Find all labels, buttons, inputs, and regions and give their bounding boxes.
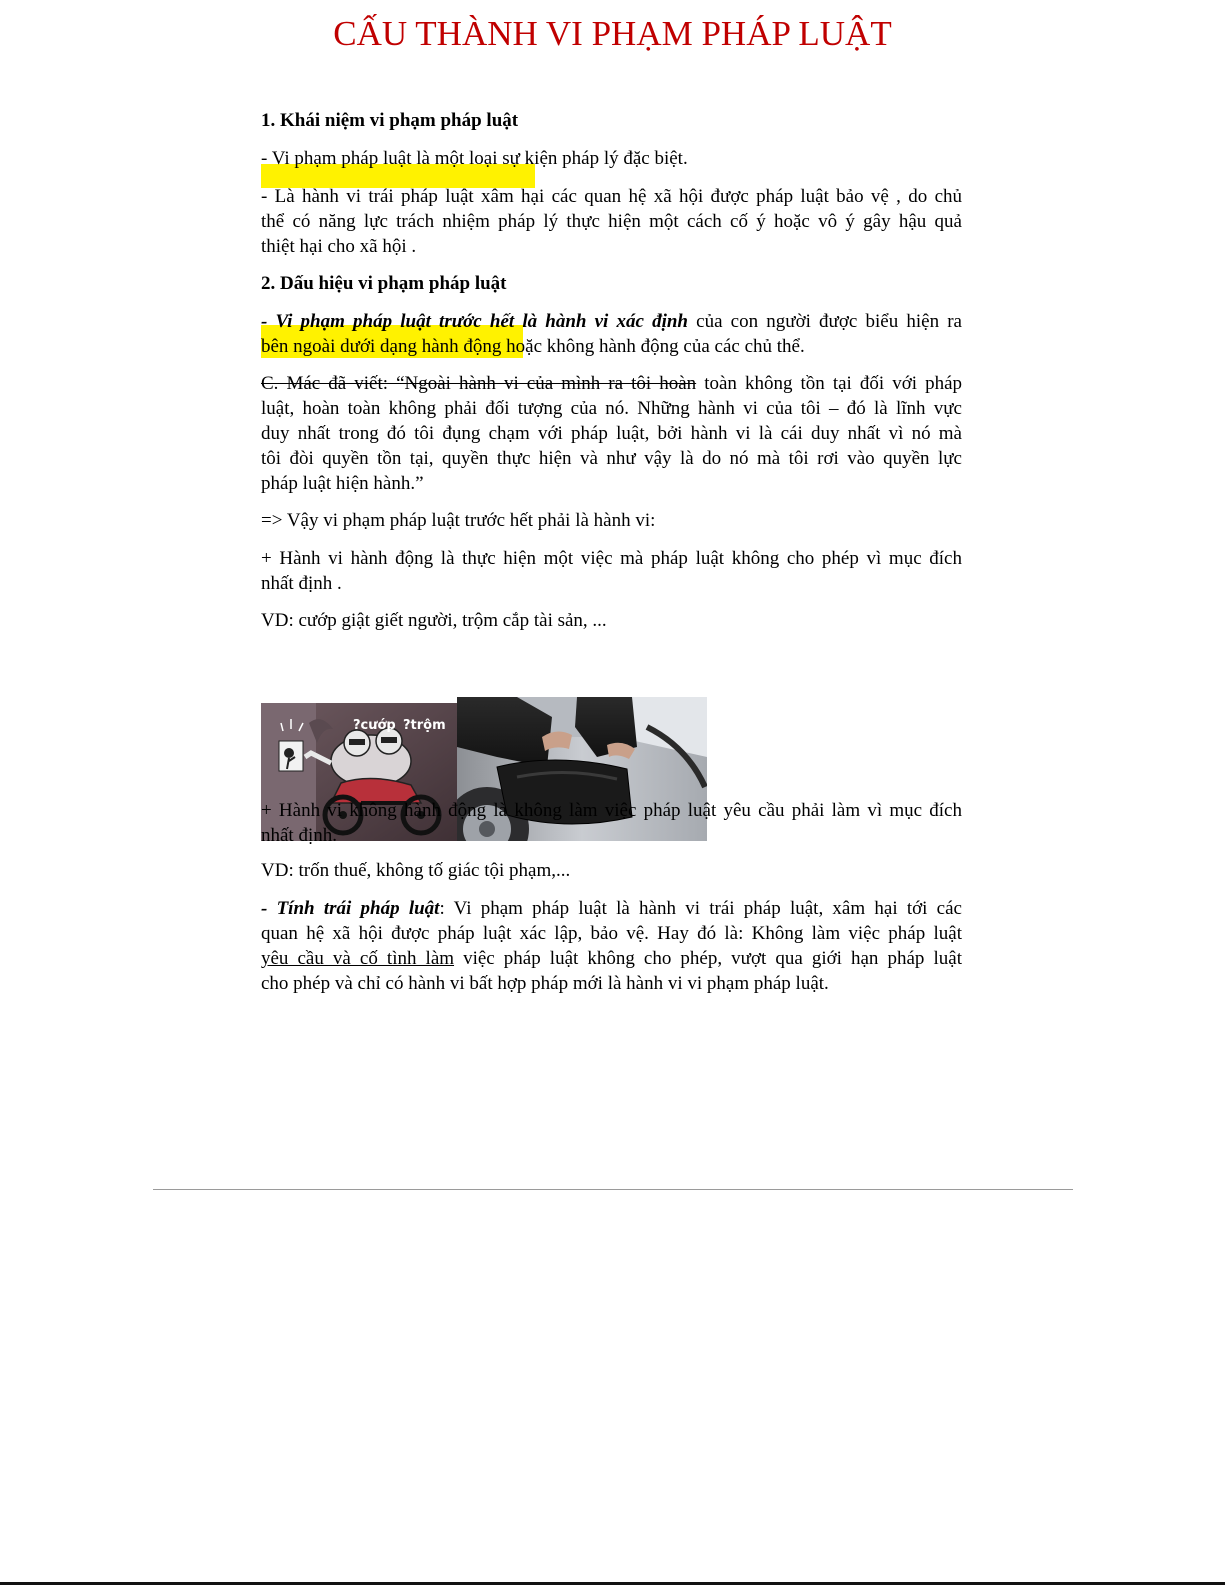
paragraph-line: nhất định. bbox=[261, 825, 337, 846]
text-run: việc pháp luật không cho phép, vượt qua giới hạn pháp luật bbox=[454, 948, 962, 969]
inaction-paragraph bbox=[261, 798, 962, 848]
bold-italic-phrase: - Tính trái pháp luật bbox=[261, 898, 440, 919]
paragraph bbox=[261, 309, 962, 359]
paragraph-line: + Hành vi không hành động là không làm việc pháp luật yêu cầu phải làm vì mục đích bbox=[261, 800, 962, 821]
paragraph-line: thiệt hại cho xã hội . bbox=[261, 236, 417, 257]
paragraph-line: => Vậy vi phạm pháp luật trước hết phải là hành vi: bbox=[261, 510, 656, 531]
paragraph-line: + Hành vi hành động là thực hiện một việc mà pháp luật không cho phép vì mục đích bbox=[261, 548, 962, 569]
cartoon-label: ?trộm bbox=[403, 718, 446, 733]
paragraph-line: tôi đòi quyền tồn tại, quyền thực hiện và như vậy là do nó mà tôi rơi vào quyền lực bbox=[261, 448, 962, 469]
text-run: của con người được biểu hiện ra bbox=[688, 311, 962, 332]
paragraph-line bbox=[261, 896, 962, 921]
paragraph-line: luật, hoàn toàn không phải đối tượng của nó. Những hành vi của tôi – đó là lĩnh vực bbox=[261, 398, 962, 419]
paragraph-line bbox=[261, 371, 962, 396]
paragraph bbox=[261, 508, 962, 533]
section-heading: 2. Dấu hiệu vi phạm pháp luật bbox=[261, 273, 507, 294]
paragraph-line: VD: cướp giật giết người, trộm cắp tài sản, ... bbox=[261, 610, 607, 631]
paragraph-line: VD: trốn thuế, không tố giác tội phạm,... bbox=[261, 860, 571, 881]
underlined-text: yêu cầu và cố tình làm bbox=[261, 948, 455, 969]
section-2 bbox=[261, 271, 962, 296]
bold-italic-phrase: - Vi phạm pháp luật trước hết là hành vi xác định bbox=[261, 311, 688, 332]
paragraph bbox=[261, 858, 962, 883]
paragraph-line: - Là hành vi trái pháp luật xâm hại các quan hệ xã hội được pháp luật bảo vệ , do chủ bbox=[261, 186, 962, 207]
paragraph-line: quan hệ xã hội được pháp luật xác lập, bảo vệ. Hay đó là: Không làm việc pháp luật bbox=[261, 923, 962, 944]
paragraph bbox=[261, 608, 962, 633]
paragraph bbox=[261, 546, 962, 596]
paragraph-line bbox=[261, 309, 962, 334]
paragraph-line: nhất định . bbox=[261, 573, 342, 594]
paragraph-line bbox=[261, 946, 962, 971]
paragraph-line: cho phép và chỉ có hành vi bất hợp pháp mới là hành vi vi phạm pháp luật. bbox=[261, 973, 829, 994]
section-1 bbox=[261, 108, 962, 133]
paragraph bbox=[261, 896, 962, 996]
text-run: : Vi phạm pháp luật là hành vi trái pháp luật, xâm hại tới các bbox=[439, 898, 962, 919]
page-divider bbox=[153, 1189, 1073, 1190]
paragraph-line: thể có năng lực trách nhiệm pháp lý thực hiện một cách cố ý hoặc vô ý gây hậu quả bbox=[261, 211, 962, 232]
paragraph-line: pháp luật hiện hành.” bbox=[261, 473, 424, 494]
paragraph bbox=[261, 184, 962, 259]
text-run: toàn không tồn tại đối với pháp bbox=[696, 373, 962, 394]
paragraph-line: - Vi phạm pháp luật là một loại sự kiện pháp lý đặc biệt. bbox=[261, 148, 688, 169]
quote-paragraph bbox=[261, 371, 962, 496]
strikethrough-text: C. Mác đã viết: “Ngoài hành vi của mình ra tôi hoàn bbox=[261, 373, 697, 394]
paragraph-line: duy nhất trong đó tôi đụng chạm với pháp luật, bởi hành vi là cái duy nhất vì nó mà bbox=[261, 423, 962, 444]
paragraph-line: bên ngoài dưới dạng hành động hoặc không hành động của các chủ thể. bbox=[261, 336, 805, 357]
cartoon-label: ?cướp bbox=[353, 718, 396, 733]
page-title: CẤU THÀNH VI PHẠM PHÁP LUẬT bbox=[333, 14, 892, 53]
paragraph bbox=[261, 146, 962, 171]
section-heading: 1. Khái niệm vi phạm pháp luật bbox=[261, 110, 519, 131]
